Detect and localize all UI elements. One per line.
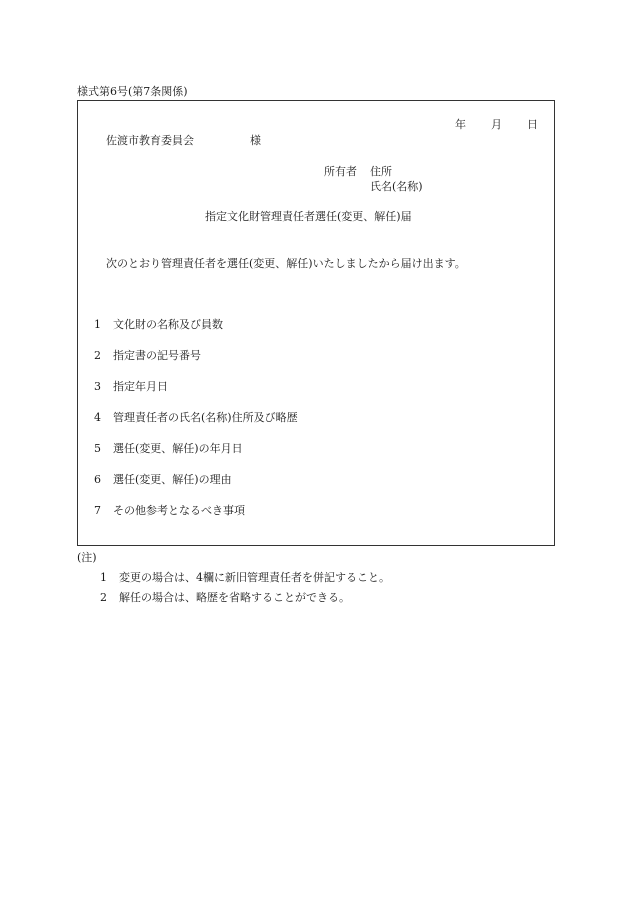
note-text: 変更の場合は、4欄に新旧管理責任者を併記すること。 [119,571,390,584]
item-label: 文化財の名称及び員数 [113,318,223,331]
list-item [94,443,101,454]
item-number: 5 [94,442,101,455]
note-number: 1 [100,571,107,584]
item-number: 7 [94,504,101,517]
addressee-name: 佐渡市教育委員会 [106,134,194,147]
item-label: 選任(変更、解任)の年月日 [113,442,243,455]
note-number: 2 [100,591,107,604]
note-text: 解任の場合は、略歴を省略することができる。 [119,591,350,604]
body-text: 次のとおり管理責任者を選任(変更、解任)いたしましたから届け出ます。 [106,257,466,270]
notes-heading: (注) [77,551,97,564]
addressee-honorific: 様 [250,134,261,147]
item-label: 指定年月日 [113,380,168,393]
item-label: 管理責任者の氏名(名称)住所及び略歴 [113,411,298,424]
item-number: 2 [94,349,101,362]
date-day-label: 日 [527,118,538,131]
item-number: 4 [94,411,101,424]
item-label: その他参考となるべき事項 [113,504,245,517]
date-month-label: 月 [491,118,502,131]
item-number: 1 [94,318,101,331]
list-item [94,381,101,392]
date-year-label: 年 [455,118,466,131]
list-item [94,319,101,330]
list-item [94,474,101,485]
document-title: 指定文化財管理責任者選任(変更、解任)届 [205,210,412,223]
owner-role-label: 所有者 [324,165,357,178]
item-number: 6 [94,473,101,486]
list-item [94,350,101,361]
form-label: 様式第6号(第7条関係) [77,85,188,98]
owner-name-label: 氏名(名称) [370,180,423,193]
item-label: 指定書の記号番号 [113,349,201,362]
item-label: 選任(変更、解任)の理由 [113,473,232,486]
item-number: 3 [94,380,101,393]
list-item [94,412,101,423]
list-item [94,505,101,516]
owner-address-label: 住所 [370,165,392,178]
